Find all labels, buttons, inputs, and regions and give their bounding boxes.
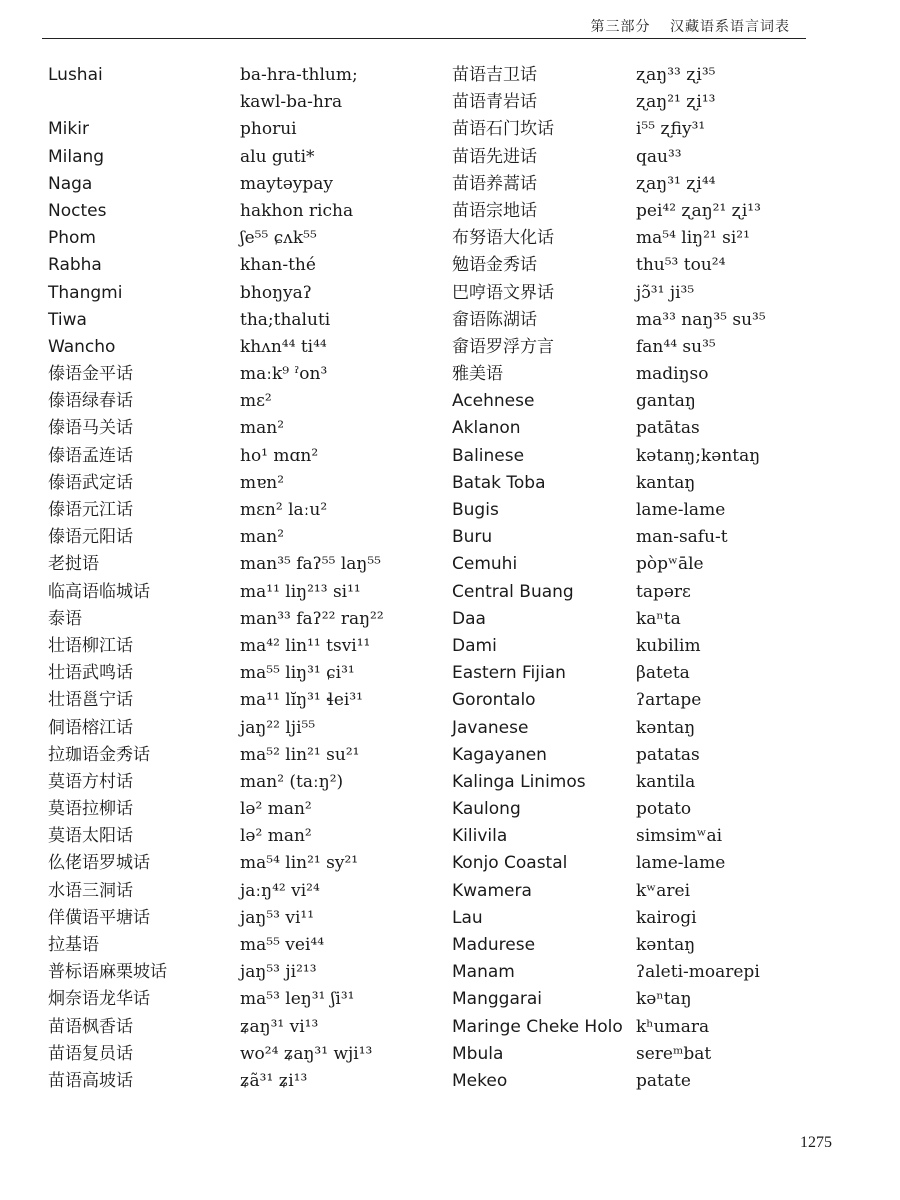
word-form: kʰumara — [636, 1016, 710, 1037]
language-name: 傣语绿春话 — [48, 391, 133, 412]
word-form: kʷarei — [636, 880, 691, 901]
word-form: kətanŋ;kəntaŋ — [636, 445, 761, 466]
word-form: qau³³ — [636, 146, 682, 167]
language-name: Aklanon — [452, 418, 521, 439]
language-name: 莫语太阳话 — [48, 826, 133, 847]
language-name: Mikir — [48, 119, 89, 140]
language-name: 苗语先进话 — [452, 146, 537, 167]
word-form: lame-lame — [636, 500, 726, 520]
word-form: lə² man² — [240, 799, 312, 820]
word-form: ma⁴² lin¹¹ tsvi¹¹ — [240, 635, 371, 656]
language-name: Bugis — [452, 500, 499, 520]
word-form: kairogi — [636, 907, 697, 928]
language-name: Gorontalo — [452, 690, 536, 711]
word-form: khʌn⁴⁴ ti⁴⁴ — [240, 336, 327, 357]
word-form: ba-hra-thlum; — [240, 65, 358, 85]
word-form: thu⁵³ tou²⁴ — [636, 255, 726, 276]
language-name: 临高语临城话 — [48, 581, 150, 602]
language-name: Konjo Coastal — [452, 853, 568, 874]
word-form: maytəypay — [240, 173, 333, 194]
language-name: 傣语马关话 — [48, 418, 133, 439]
left-forms-column — [240, 62, 440, 1095]
language-name: Noctes — [48, 200, 107, 221]
word-form: gantaŋ — [636, 391, 696, 412]
language-name: 傣语武定话 — [48, 472, 133, 493]
language-name: Dami — [452, 635, 497, 656]
word-form: jɔ̃³¹ ji³⁵ — [636, 282, 695, 303]
language-name: Kwamera — [452, 880, 532, 901]
word-form: man³⁵ faʔ⁵⁵ laŋ⁵⁵ — [240, 554, 381, 575]
language-name: 勉语金秀话 — [452, 255, 537, 276]
language-name: 苗语石门坎话 — [452, 119, 554, 140]
word-form: ʐaŋ³¹ ʐi⁴⁴ — [636, 173, 716, 194]
language-name: 傣语元江话 — [48, 500, 133, 520]
word-form: kantaŋ — [636, 472, 696, 493]
language-name: 壮语柳江话 — [48, 635, 133, 656]
word-form: ma⁵⁵ vei⁴⁴ — [240, 935, 325, 955]
word-form: kantila — [636, 771, 696, 792]
language-name: 傣语孟连话 — [48, 445, 133, 466]
language-name: 畲语罗浮方言 — [452, 336, 554, 357]
language-name: Buru — [452, 527, 493, 548]
word-form: ma⁵³ leŋ³¹ ʃi³¹ — [240, 989, 355, 1010]
language-name: 傣语金平话 — [48, 364, 133, 385]
language-name: Naga — [48, 173, 93, 194]
word-form: patatas — [636, 744, 700, 765]
language-name: Lushai — [48, 65, 103, 85]
word-form: kawl-ba-hra — [240, 92, 343, 113]
language-name: 壮语武鸣话 — [48, 663, 133, 684]
word-form: simsimʷai — [636, 826, 723, 847]
word-form: kəntaŋ — [636, 935, 696, 955]
word-form: patate — [636, 1070, 691, 1091]
header-part: 第三部分 — [590, 19, 651, 35]
language-name: Balinese — [452, 445, 525, 466]
word-form: ma⁵⁴ liŋ²¹ si²¹ — [636, 228, 750, 249]
word-form: wo²⁴ ʑaŋ³¹ wji¹³ — [240, 1043, 373, 1064]
language-name: Daa — [452, 608, 486, 629]
word-form: mɐn² — [240, 472, 285, 493]
language-name: 炯奈语龙华话 — [48, 989, 150, 1010]
page-number: 1275 — [800, 1134, 832, 1151]
language-name: 莫语方村话 — [48, 771, 133, 792]
word-form: ʐaŋ³³ ʐi³⁵ — [636, 65, 716, 85]
word-form: kubilim — [636, 635, 701, 656]
language-name: Lau — [452, 907, 483, 928]
language-name: Acehnese — [452, 391, 535, 412]
language-name: 拉珈语金秀话 — [48, 744, 150, 765]
word-form: ʑaŋ³¹ vi¹³ — [240, 1016, 319, 1037]
language-name: Cemuhi — [452, 554, 518, 575]
word-form: mɛ² — [240, 391, 272, 412]
language-name: Phom — [48, 228, 96, 249]
language-name: 苗语养蒿话 — [452, 173, 537, 194]
word-form: lə² man² — [240, 826, 312, 847]
language-name: 苗语吉卫话 — [452, 65, 537, 85]
word-form: i⁵⁵ ʐfiy³¹ — [636, 119, 706, 140]
word-form: ma⁵² lin²¹ su²¹ — [240, 744, 360, 765]
language-name: 仫佬语罗城话 — [48, 853, 150, 874]
word-form: bhoŋyaʔ — [240, 282, 312, 303]
language-name: 佯僙语平塘话 — [48, 907, 150, 928]
language-name — [48, 89, 228, 116]
word-form: ho¹ mɑn² — [240, 445, 319, 466]
word-form: jaːŋ⁴² vi²⁴ — [240, 880, 320, 901]
language-name: Javanese — [452, 717, 529, 738]
word-form: ma⁵⁵ liŋ³¹ ɕi³¹ — [240, 663, 355, 684]
language-name: 雅美语 — [452, 364, 503, 385]
language-name: 侗语榕江话 — [48, 717, 133, 738]
running-header — [577, 16, 790, 36]
word-form: man² — [240, 418, 285, 439]
word-form: pòpʷāle — [636, 554, 704, 575]
word-form: khan-thé — [240, 255, 316, 276]
word-form: maːk⁹ ˀon³ — [240, 364, 328, 385]
word-form: βateta — [636, 663, 690, 684]
language-name: Wancho — [48, 336, 116, 357]
word-form: sereᵐbat — [636, 1043, 712, 1064]
word-form: phorui — [240, 119, 297, 140]
language-name: 莫语拉柳话 — [48, 799, 133, 820]
word-form: jaŋ⁵³ vi¹¹ — [240, 907, 315, 928]
language-name: Madurese — [452, 935, 536, 955]
language-name: Tiwa — [48, 309, 87, 330]
language-name: 普标语麻栗坡话 — [48, 962, 167, 983]
word-form: jaŋ⁵³ ji²¹³ — [240, 962, 317, 983]
word-form: man-safu-t — [636, 527, 728, 548]
right-forms-column — [636, 62, 826, 1095]
word-form: ʔartape — [636, 690, 702, 711]
word-form: mɛn² laːu² — [240, 500, 328, 520]
language-name: 畲语陈湖话 — [452, 309, 537, 330]
word-form: fan⁴⁴ su³⁵ — [636, 336, 716, 357]
word-form: ʔaleti-moarepi — [636, 962, 760, 983]
word-form: patātas — [636, 418, 700, 439]
language-name: Rabha — [48, 255, 102, 276]
word-form: man³³ faʔ²² raŋ²² — [240, 608, 384, 629]
language-name: Manggarai — [452, 989, 542, 1010]
language-name: 壮语邕宁话 — [48, 690, 133, 711]
language-name: 苗语高坡话 — [48, 1070, 133, 1091]
language-name: Maringe Cheke Holo — [452, 1016, 623, 1037]
word-form: ma³³ naŋ³⁵ su³⁵ — [636, 309, 766, 330]
word-form: pei⁴² ʐaŋ²¹ ʐi¹³ — [636, 200, 761, 221]
language-name: Thangmi — [48, 282, 123, 303]
header-title: 汉藏语系语言词表 — [670, 19, 790, 35]
language-name: Milang — [48, 146, 105, 167]
language-name: 老挝语 — [48, 554, 99, 575]
word-form: man² (taːŋ²) — [240, 771, 344, 792]
word-form: ʐaŋ²¹ ʐi¹³ — [636, 92, 716, 113]
language-name: Kilivila — [452, 826, 508, 847]
language-name: 傣语元阳话 — [48, 527, 133, 548]
language-name: Batak Toba — [452, 472, 546, 493]
word-form: tapərɛ — [636, 581, 691, 602]
language-name: 苗语枫香话 — [48, 1016, 133, 1037]
language-name: 布努语大化话 — [452, 228, 554, 249]
language-name: Central Buang — [452, 581, 574, 602]
word-form: kəⁿtaŋ — [636, 989, 692, 1010]
language-name: Kaulong — [452, 799, 521, 820]
language-name: 苗语复员话 — [48, 1043, 133, 1064]
word-form: hakhon richa — [240, 200, 354, 221]
language-name: Kalinga Linimos — [452, 771, 586, 792]
word-form: potato — [636, 799, 692, 820]
word-form: jaŋ²² lji⁵⁵ — [240, 717, 316, 738]
language-name: Mekeo — [452, 1070, 508, 1091]
language-name: 巴哼语文界话 — [452, 282, 554, 303]
language-name: 苗语宗地话 — [452, 200, 537, 221]
word-form: ma¹¹ liŋ²¹³ si¹¹ — [240, 581, 361, 602]
word-form: madiŋso — [636, 364, 709, 385]
language-name: Mbula — [452, 1043, 504, 1064]
right-names-column — [452, 62, 642, 1095]
word-form: kaⁿta — [636, 608, 681, 629]
word-form: man² — [240, 527, 285, 548]
language-name: 水语三洞话 — [48, 880, 133, 901]
language-name: 拉基语 — [48, 935, 99, 955]
language-name: 苗语青岩话 — [452, 92, 537, 113]
word-form: tha;thaluti — [240, 309, 331, 330]
word-form: ʑã³¹ ʑi¹³ — [240, 1070, 308, 1091]
word-form: ma⁵⁴ lin²¹ sy²¹ — [240, 853, 359, 874]
header-rule — [42, 38, 806, 39]
language-name: Manam — [452, 962, 515, 983]
word-form: ʃe⁵⁵ ɕʌk⁵⁵ — [240, 228, 317, 249]
language-name: 泰语 — [48, 608, 82, 629]
word-form: alu guti* — [240, 146, 315, 167]
language-name: Eastern Fijian — [452, 663, 566, 684]
word-form: kəntaŋ — [636, 717, 696, 738]
word-form: ma¹¹ lĭŋ³¹ ɬei³¹ — [240, 690, 363, 711]
language-name: Kagayanen — [452, 744, 547, 765]
word-form: lame-lame — [636, 853, 726, 874]
left-names-column — [48, 62, 228, 1095]
